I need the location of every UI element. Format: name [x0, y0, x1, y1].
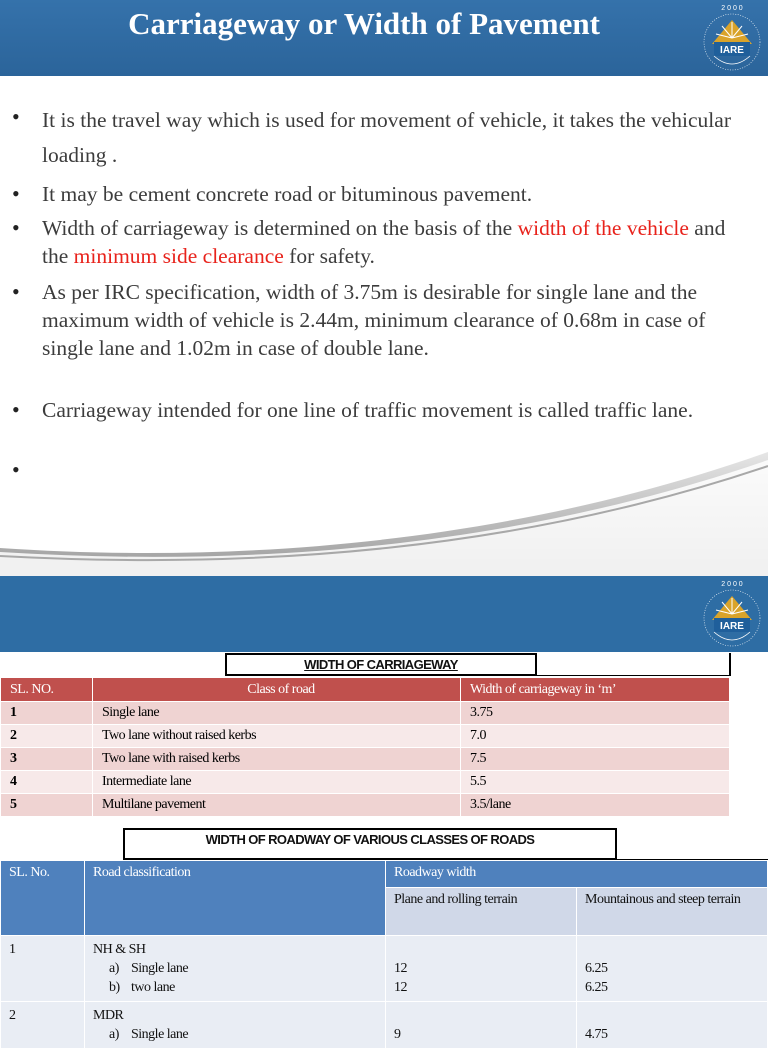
- slide2-banner: [0, 576, 768, 652]
- cell-class: Two lane without raised kerbs: [93, 725, 461, 748]
- svg-text:IARE: IARE: [720, 45, 744, 56]
- bullet-text: and the: [42, 216, 726, 268]
- bullet-text: Carriageway intended for one line of traffic movement is called traffic lane.: [42, 398, 694, 422]
- table1-heading-tick: [729, 653, 731, 676]
- column-header-sl: SL. NO.: [1, 678, 93, 702]
- table-row: [1, 748, 730, 771]
- cell-classification: [85, 1002, 386, 1049]
- value-plain: 12: [394, 961, 407, 976]
- cell-plain: [386, 936, 577, 1002]
- cell-width: 7.5: [461, 748, 730, 771]
- table-row: [1, 794, 730, 817]
- cell-sl: 3: [1, 748, 93, 771]
- value-mountain: 6.25: [585, 961, 608, 976]
- bullet-text: It is the travel way which is used for movement of vehicle, it takes the vehicular loading .: [42, 108, 731, 167]
- table-header-row: [1, 678, 730, 702]
- road-class-name: NH & SH: [93, 942, 146, 957]
- list-marker: a): [109, 961, 119, 976]
- lane-list: [93, 959, 377, 997]
- table-row: [1, 936, 768, 1002]
- value-plain: 12: [394, 980, 407, 995]
- title-banner: [0, 0, 768, 76]
- table-row: [1, 702, 730, 725]
- list-marker: a): [109, 1027, 119, 1042]
- cell-width: 3.5/lane: [461, 794, 730, 817]
- bullet-text: for safety.: [283, 244, 375, 268]
- cell-sl: 1: [1, 936, 85, 1002]
- list-marker: b): [109, 980, 120, 995]
- table-row: [1, 725, 730, 748]
- highlight-vehicle-width: width of the vehicle: [517, 216, 689, 240]
- table1-heading: WIDTH OF CARRIAGEWAY: [304, 657, 458, 672]
- lane-label: Single lane: [131, 961, 189, 976]
- value-mountain: 4.75: [585, 1027, 608, 1042]
- list-item: [109, 1025, 377, 1044]
- value-plain: 9: [394, 1027, 401, 1042]
- table1-heading-rule: [537, 675, 730, 676]
- table2-heading: WIDTH OF ROADWAY OF VARIOUS CLASSES OF ROADS: [205, 832, 535, 847]
- cell-class: Single lane: [93, 702, 461, 725]
- svg-text:2 0 0 0: 2 0 0 0: [721, 581, 743, 588]
- cell-class: Intermediate lane: [93, 771, 461, 794]
- column-header-roadway-width: Roadway width: [386, 861, 768, 888]
- bullet-pavement-type: [42, 180, 747, 208]
- value-mountain: 6.25: [585, 980, 608, 995]
- cell-sl: 2: [1, 1002, 85, 1049]
- cell-class: Multilane pavement: [93, 794, 461, 817]
- column-header-mountain-terrain: Mountainous and steep terrain: [577, 888, 768, 936]
- cell-width: 7.0: [461, 725, 730, 748]
- highlight-side-clearance: minimum side clearance: [73, 244, 284, 268]
- cell-width: 5.5: [461, 771, 730, 794]
- bullet-travel-way: [42, 103, 747, 173]
- cell-sl: 4: [1, 771, 93, 794]
- cell-class: Two lane with raised kerbs: [93, 748, 461, 771]
- cell-mountain: [577, 936, 768, 1002]
- bullet-text: As per IRC specification, width of 3.75m is desirable for single lane and the maximum width of vehicle is 2.44m, minimum clearance of 0.68m in case of single lane and 1.02m in case of double lane.: [42, 280, 706, 360]
- lane-label: Single lane: [131, 1027, 189, 1042]
- bullet-text: It may be cement concrete road or bituminous pavement.: [42, 182, 533, 206]
- roadway-width-table: [0, 860, 768, 1049]
- cell-plain: [386, 1002, 577, 1049]
- lane-label: two lane: [131, 980, 175, 995]
- table-row: [1, 1002, 768, 1049]
- slide-title: Carriageway or Width of Pavement: [128, 6, 600, 41]
- iare-logo-icon: [700, 578, 764, 650]
- bullet-width-basis: [42, 214, 747, 270]
- lane-list: [93, 1025, 377, 1044]
- bullet-traffic-lane: [42, 396, 747, 424]
- iare-logo-icon: [700, 2, 764, 74]
- column-header-width: Width of carriageway in ‘m’: [461, 678, 730, 702]
- list-item: [109, 978, 377, 997]
- cell-width: 3.75: [461, 702, 730, 725]
- bullet-text: Width of carriageway is determined on the basis of the: [42, 216, 518, 240]
- carriageway-width-table: [0, 677, 730, 817]
- road-class-name: MDR: [93, 1008, 124, 1023]
- list-item: [109, 959, 377, 978]
- table-row: [1, 771, 730, 794]
- bullet-irc-spec: [42, 278, 747, 362]
- cell-sl: 5: [1, 794, 93, 817]
- cell-classification: [85, 936, 386, 1002]
- column-header-sl: SL. No.: [1, 861, 85, 936]
- cell-sl: 2: [1, 725, 93, 748]
- cell-sl: 1: [1, 702, 93, 725]
- column-header-classification: Road classification: [85, 861, 386, 936]
- column-header-plain-terrain: Plane and rolling terrain: [386, 888, 577, 936]
- decorative-swoosh: [0, 430, 768, 576]
- svg-text:IARE: IARE: [720, 621, 744, 632]
- table-header-row: [1, 861, 768, 888]
- svg-text:2 0 0 0: 2 0 0 0: [721, 5, 743, 12]
- column-header-class: Class of road: [93, 678, 461, 702]
- cell-mountain: [577, 1002, 768, 1049]
- slide-width-tables: [0, 576, 768, 1042]
